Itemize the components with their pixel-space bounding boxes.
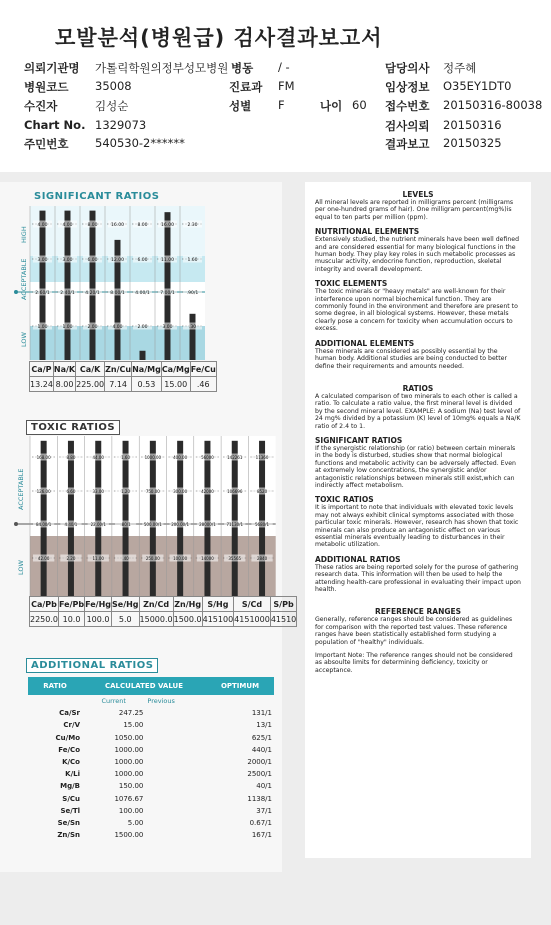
table-row (28, 719, 274, 731)
significant-ratios-table (29, 361, 217, 392)
toxic-ratio-value: 15000.0 (139, 612, 173, 627)
tick-label: 8.80 (66, 455, 76, 460)
tick-label: 250.00 (145, 556, 160, 561)
tick-label: 16.00 (161, 223, 174, 228)
toxic-ratio-name: Zn/Hg (173, 597, 202, 612)
tick-label: 300.00 (173, 489, 188, 494)
tick-label: 44.00 (92, 455, 104, 460)
table-row (28, 829, 274, 841)
additional-optimum-value: 37/1 (256, 806, 272, 815)
significant-ratios-chart (0, 200, 282, 360)
significant-ratio-value: 15.00 (161, 377, 190, 392)
additional-elements-text: These minerals are considered as possibly essential by the human body. Additional studies are being conducted to better define their requirements and amounts needed. (315, 347, 507, 370)
significant-ratio-name: Ca/P (30, 362, 54, 377)
tick-label: 2840 (256, 556, 268, 561)
additional-ratio-name: K/Li (65, 770, 80, 779)
tick-label: 126.00 (36, 489, 51, 494)
tick-label: .40 (122, 556, 129, 561)
additional-elements-heading: ADDITIONAL ELEMENTS (315, 338, 415, 348)
tick-label: 2.00 (87, 325, 98, 330)
ratio-bar (95, 441, 101, 596)
table-row (28, 768, 274, 780)
tick-label: 3.00 (62, 258, 73, 263)
toxic-ratio-name: Fe/Pb (59, 597, 85, 612)
levels-text: All mineral levels are reported in milligrams percent (milligrams per one-hundred grams of hair). One milligram percent(mg%)is equal to ten parts per million (ppm). (315, 199, 514, 221)
tick-label: .30 (188, 325, 197, 330)
additional-current-value: 1500.00 (114, 831, 144, 840)
additional-current-value: 1000.00 (114, 745, 144, 754)
tick-label: 8.00/1 (110, 291, 125, 296)
tick-label: 4.40/1 (64, 522, 78, 527)
significant-ratio-name: Fe/Cu (190, 362, 216, 377)
additional-ratio-name: Zn/Sn (57, 831, 80, 840)
table-row (28, 756, 274, 768)
tick-label: 750.00 (145, 489, 160, 494)
additional-optimum-value: 1138/1 (247, 794, 272, 803)
value-resident-no: 540530-2****** (95, 136, 185, 150)
tick-label: 3.00 (37, 258, 48, 263)
additional-current-value: 1000.00 (114, 770, 144, 779)
tick-label: 8520 (256, 489, 268, 494)
zone-high-label: HIGH (20, 226, 28, 243)
tick-label: 2.40/1 (60, 291, 75, 296)
additional-current-value: 1076.67 (114, 794, 144, 803)
additional-current-value: 247.25 (118, 709, 144, 718)
additional-previous-value (145, 707, 206, 719)
page-title: 모발분석(병원급) 검사결과보고서 (55, 26, 383, 50)
ratio-bar (259, 441, 265, 596)
toxic-zone-low-label: LOW (17, 560, 25, 575)
toxic-zone-acceptable-label: ACCEPTABLE (17, 468, 25, 510)
tick-label: 2.30 (187, 223, 198, 228)
tick-label: 84.00/1 (35, 522, 52, 527)
additional-optimum-value: 625/1 (251, 733, 272, 742)
ratio-bar (190, 314, 196, 360)
tick-label: 4.00 (62, 223, 73, 228)
value-receipt-no: 20150316-80038 (443, 98, 543, 112)
value-patient: 김성순 (95, 99, 129, 113)
value-doctor: 정주혜 (443, 61, 477, 75)
toxic-ratio-value: 41510 (270, 612, 296, 627)
zone-acceptable-label: ACCEPTABLE (20, 258, 28, 300)
tick-label: 1000.00 (144, 455, 162, 460)
tick-label: 5680/1 (255, 522, 270, 527)
significant-ratio-value: 13.24 (30, 377, 54, 392)
subcol-current: Current (101, 697, 126, 706)
reference-ranges-note: Important Note: The reference ranges should not be considered as absoulte limits for determining deficiency, toxicity or acceptance. (315, 652, 513, 674)
ratio-bar (232, 441, 238, 596)
additional-current-value: 150.00 (118, 782, 144, 791)
tick-label: 4.00 (112, 325, 123, 330)
toxic-ratio-value: 5.0 (112, 612, 140, 627)
tick-label: 1.60 (121, 455, 131, 460)
tick-label: 1.00 (62, 325, 73, 330)
significant-ratio-name: Na/K (53, 362, 75, 377)
ratio-bar (41, 441, 47, 596)
ratios-heading: RATIOS (402, 383, 434, 393)
toxic-ratio-value: 10.0 (59, 612, 85, 627)
toxic-ratios-chart (0, 432, 282, 596)
tick-label: 100.00 (173, 556, 188, 561)
additional-ratios-title: ADDITIONAL RATIOS (26, 658, 158, 673)
tick-label: 12.00 (111, 258, 124, 263)
additional-ratio-name: S/Cu (62, 794, 80, 803)
toxic-elements-heading: TOXIC ELEMENTS (315, 279, 388, 289)
value-chart-no: 1329073 (95, 118, 147, 132)
value-sex: F (278, 98, 285, 112)
table-row (28, 793, 274, 805)
additional-previous-value (145, 817, 206, 829)
significant-ratio-name: Ca/Mg (161, 362, 190, 377)
table-row (28, 744, 274, 756)
ratio-bar (65, 211, 71, 360)
additional-previous-value (145, 780, 206, 792)
significant-ratio-value: 0.53 (132, 377, 162, 392)
value-clinical-info: O35EY1DT0 (443, 79, 512, 93)
significant-ratio-value: 225.00 (76, 377, 105, 392)
additional-ratio-name: K/Co (62, 758, 80, 767)
ratio-bar (90, 211, 96, 360)
col-ratio: RATIO (28, 677, 82, 695)
tick-label: 8.00 (137, 223, 148, 228)
label-request-date: 검사의뢰 (385, 119, 430, 133)
table-row (28, 817, 274, 829)
tick-label: 28000/1 (199, 522, 216, 527)
tick-label: 11360 (255, 455, 269, 460)
reference-ranges-text: Generally, reference ranges should be considered as guidelines for comparison with the reported test values. These reference ranges have been statistically established form studying a population of "healthy" individuals. (315, 616, 513, 646)
additional-ratio-name: Cr/V (63, 721, 80, 730)
norm-marker (14, 522, 18, 526)
label-ward: 병동 (231, 61, 254, 75)
ratio-bar (40, 211, 46, 360)
tick-label: 200.00/1 (171, 522, 190, 527)
label-age: 나이 (320, 99, 343, 113)
tick-label: 35565 (228, 556, 242, 561)
additional-ratio-name: Fe/Co (58, 745, 80, 754)
col-calculated-value: CALCULATED VALUE (82, 677, 206, 695)
significant-ratio-value: 8.00 (53, 377, 75, 392)
tick-label: 1.20 (121, 489, 131, 494)
toxic-ratio-name: Ca/Pb (30, 597, 59, 612)
additional-optimum-value: 2500/1 (247, 770, 272, 779)
additional-ratio-name: Ca/Sr (59, 709, 80, 718)
toxic-elements-text: The toxic minerals or "heavy metals" are well-known for their interference upon normal biochemical function. They are commonly found in the environment and therefore are present to some degree, in all biological systems. However, these metals clearly pose a concern for toxicity when accumulation occurs to excess. (315, 288, 518, 333)
toxic-ratios-heading: TOXIC RATIOS (315, 495, 374, 505)
ratios-text: A calculated comparison of two minerals to each other is called a ratio. To calculate a ratio value, the first mineral level is divided by the second mineral level. EXAMPLE: A sodium (Na) test level of 24 mg% divided by a potassium (K) level of 10mg% equals a Na/K ratio of 2.4 to 1. (315, 392, 521, 430)
toxic-ratio-name: Fe/Hg (85, 597, 112, 612)
ratio-bar (68, 441, 74, 596)
tick-label: 106696 (227, 489, 243, 494)
tick-label: 400.00 (173, 455, 188, 460)
label-department: 진료과 (229, 80, 263, 94)
tick-label: 22.00/1 (90, 522, 106, 527)
tick-label: .80/1 (120, 522, 131, 527)
table-row (28, 805, 274, 817)
tick-label: 16.00 (111, 223, 124, 228)
additional-current-value: 15.00 (123, 721, 144, 730)
additional-previous-value (145, 756, 206, 768)
zone-low-label: LOW (20, 332, 28, 347)
table-row (28, 707, 274, 719)
label-clinical-info: 임상정보 (385, 80, 430, 94)
tick-label: 2.60/1 (35, 291, 50, 296)
value-report-date: 20150325 (443, 136, 502, 150)
tick-label: 1.60 (187, 258, 198, 263)
ratio-bar (177, 441, 183, 596)
tick-label: 4.20/1 (85, 291, 100, 296)
tick-label: 2.00 (137, 325, 148, 330)
nutritional-text: Extensively studied, the nutrient minerals have been well defined and are considered essential for many biological functions in the human body. They play key roles in such metabolic processes as muscular activity, endocrine function, reproduction, skeletal integrity and overall development. (315, 236, 520, 273)
tick-label: 42.00 (37, 556, 50, 561)
ratio-bar (140, 351, 146, 360)
subcol-previous: Previous (147, 697, 175, 706)
tick-label: 42000 (201, 489, 214, 494)
label-chart-no: Chart No. (24, 118, 86, 132)
label-resident-no: 주민번호 (24, 137, 69, 151)
tick-label: 142261 (227, 455, 243, 460)
significant-ratio-name: Ca/K (76, 362, 105, 377)
toxic-ratio-name: S/Cd (234, 597, 271, 612)
toxic-ratio-value: 100.0 (85, 612, 112, 627)
additional-previous-value (145, 768, 206, 780)
value-ward: / - (278, 60, 290, 74)
significant-ratios-title: SIGNIFICANT RATIOS (34, 191, 160, 202)
label-doctor: 담당의사 (385, 61, 430, 75)
additional-ratios-text: These ratios are being reported solely for the purose of gathering research data. This information will then be used to help the attending health-care professional in evaluating their impact upon health. (315, 563, 521, 594)
tick-label: 3.00 (162, 325, 173, 330)
significant-ratio-value: .46 (190, 377, 216, 392)
tick-label: 7.00/1 (160, 291, 175, 296)
levels-heading: LEVELS (402, 190, 434, 199)
tick-label: .90/1 (186, 291, 199, 296)
tick-label: 1.00 (37, 325, 48, 330)
additional-previous-value (145, 732, 206, 744)
tick-label: 6.00 (87, 258, 98, 263)
label-sex: 성별 (229, 99, 252, 113)
col-optimum: OPTIMUM (206, 677, 274, 695)
additional-previous-value (145, 719, 206, 731)
additional-optimum-value: 13/1 (256, 721, 272, 730)
tick-label: 500.00/1 (143, 522, 162, 527)
value-department: FM (278, 79, 295, 93)
additional-optimum-value: 167/1 (251, 831, 272, 840)
label-hospital-code: 병원코드 (24, 80, 69, 94)
tick-label: 33.00 (92, 489, 104, 494)
info-panel (305, 182, 531, 858)
tick-label: 6.60 (66, 489, 76, 494)
tick-label: 8.00 (87, 223, 98, 228)
value-hospital-code: 35008 (95, 79, 132, 93)
additional-optimum-value: 131/1 (251, 709, 272, 718)
toxic-ratio-value: 1500.0 (173, 612, 202, 627)
significant-ratio-value: 7.14 (105, 377, 132, 392)
toxic-ratios-table (29, 596, 297, 627)
label-patient: 수진자 (24, 99, 58, 113)
additional-previous-value (145, 744, 206, 756)
toxic-ratio-name: Zn/Cd (139, 597, 173, 612)
table-row (28, 732, 274, 744)
additional-previous-value (145, 793, 206, 805)
tick-label: 4.00 (37, 223, 48, 228)
reference-ranges-heading: REFERENCE RANGES (374, 607, 462, 617)
tick-label: 4.00/1 (135, 291, 150, 296)
additional-optimum-value: 40/1 (256, 782, 272, 791)
additional-previous-value (145, 805, 206, 817)
toxic-ratio-name: Se/Hg (112, 597, 140, 612)
toxic-ratios-title: TOXIC RATIOS (26, 420, 120, 435)
value-institution: 가톨릭학원의정부성모병원 (95, 61, 229, 75)
ratio-bar (165, 212, 171, 360)
ratio-bar (150, 441, 156, 596)
label-receipt-no: 접수번호 (385, 99, 430, 113)
tick-label: 2.20 (66, 556, 76, 561)
ratio-bar (123, 441, 129, 596)
additional-optimum-value: 440/1 (251, 745, 272, 754)
additional-current-value: 1000.00 (114, 758, 144, 767)
tick-label: 168.00 (36, 455, 51, 460)
ratio-bar (204, 441, 210, 596)
additional-optimum-value: 2000/1 (247, 758, 272, 767)
table-row (28, 780, 274, 792)
additional-ratios-table (28, 677, 274, 841)
significant-ratios-text: If the synergistic relationship (or ratio) between certain minerals in the body is disturbed, studies show that normal biological functions and metabolic activity can be adversely affected. Even at extremely low concentrations, the synergistic and/or antagonistic relationships between minerals still exist,which can indirectly affect metabolism. (315, 444, 516, 489)
tick-label: 14000 (201, 556, 214, 561)
toxic-ratio-value: 4151000 (234, 612, 271, 627)
significant-ratios-heading: SIGNIFICANT RATIOS (315, 435, 403, 445)
value-age: 60 (352, 98, 367, 112)
significant-ratio-name: Zn/Cu (105, 362, 132, 377)
label-report-date: 결과보고 (385, 137, 430, 151)
toxic-ratio-value: 415100 (202, 612, 234, 627)
toxic-ratio-name: S/Hg (202, 597, 234, 612)
additional-previous-value (145, 829, 206, 841)
additional-ratios-heading: ADDITIONAL RATIOS (315, 554, 401, 564)
tick-label: 11.00 (92, 556, 104, 561)
nutritional-heading: NUTRITIONAL ELEMENTS (315, 227, 420, 237)
label-institution: 의뢰기관명 (24, 61, 80, 75)
additional-ratio-name: Mg/B (60, 782, 80, 791)
additional-ratio-name: Cu/Mo (55, 733, 80, 742)
additional-current-value: 100.00 (118, 806, 144, 815)
tick-label: 71130/1 (226, 522, 244, 527)
additional-optimum-value: 0.67/1 (249, 818, 272, 827)
additional-ratio-name: Se/Sn (57, 818, 80, 827)
tick-label: 6.00 (137, 258, 148, 263)
toxic-ratio-name: S/Pb (270, 597, 296, 612)
additional-current-value: 5.00 (127, 818, 144, 827)
additional-ratio-name: Se/Tl (60, 806, 80, 815)
additional-current-value: 1050.00 (114, 733, 144, 742)
toxic-ratios-text: It is important to note that individuals with elevated toxic levels may not always exhibit clinical symptoms associated with those particular toxic minerals. However, research has shown that toxic minerals can also produce an antagonistic effect on various essential minerals eventually leading to disturbances in their metabolic utilization. (315, 504, 519, 549)
tick-label: 11.00 (161, 258, 174, 263)
value-request-date: 20150316 (443, 118, 502, 132)
toxic-ratio-value: 2250.0 (30, 612, 59, 627)
significant-ratio-name: Na/Mg (132, 362, 162, 377)
tick-label: 56000 (201, 455, 214, 460)
norm-marker (14, 290, 18, 294)
